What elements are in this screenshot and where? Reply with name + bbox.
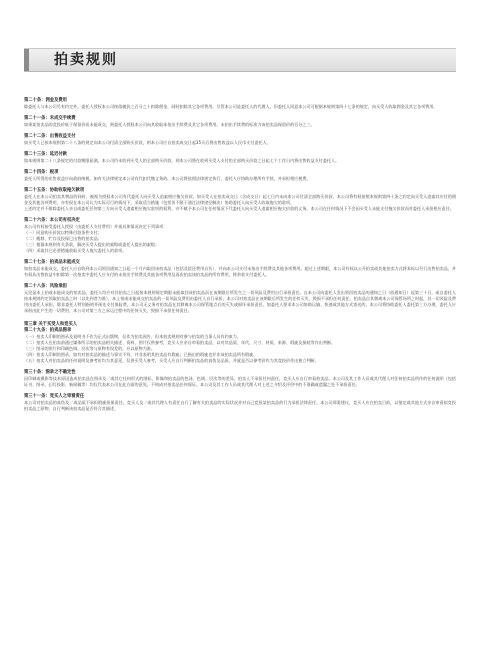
rule-body: （一）拍卖人印制的图录及说明书不作为正式出版物，仅作为拍卖预告，但本拍卖规则对参与拍卖的当事人具有约束力。 （二）拍卖人在拍卖前通过媒体所示的拍卖品相关描述、资料、图片仅供参考，竞买人应亲自审看拍卖品，以对其品质、年代、尺寸、材质、来源、瑕疵及损耗等作出判断。 （三）图录的图片和印刷色调、层次等与原物有误差的，应以原物为准。 （四）拍卖人印制的图录，如有对拍卖品的描述与事实不符，并非表明其拍卖品有瑕疵；已指出的瑕疵也并非该拍卖品所有瑕疵。 （五）拍卖人对拍卖品的任何说明及参考价均为其意见，仅供买受人参考，买受人应自行判断拍卖品的真伪及品质，并就是否以参考价作为其竞投价作出独立判断。 [24,334,336,363]
chapter-section [24,322,456,364]
rule-heading: 第二十七条：拍卖品未能成交 [24,260,80,265]
rule-body: 除委托人与本公司另有约定外，委托人授权本公司按落槌价之百分之十扣除佣金，同时扣除其它各项费用。尽管本公司是委托人的代理人，但委托人同意本公司可根据本规则第四十七条的规定，向买受人收取佣金及其它各项费用。 [24,104,438,109]
rule-heading: 第二十五条：协助收取拖欠款项 [24,188,85,193]
rule-section [24,370,456,388]
rule-section [24,116,456,128]
rule-section [24,170,456,182]
rule-heading: 第二十条：佣金及费用 [24,98,67,103]
page-title: 拍卖规则 [54,52,118,68]
rule-heading: 第二十九条：拍卖品图录 [24,328,72,333]
rule-body: 委托人在本公司拍卖其物品的同时，被视为授权本公司有代委托人向买受人追索相应拖欠价款。如买受人在拍卖成交日（含成交日）起七日内未向本公司付清全部购买价款，本公司将有权按照本规则第四十条之约定向买受人追索其应付的佣金及其他各项费用，亦有权在本公司认为实际可行的情况下，采取适当措施（包括但不限于通过法律途径解决）协助委托人向买受人收取拖欠的款项。 上述约定并不排除委托人亲自或委托任何第三方向买受人追索相应拖欠款项的权利，亦不赋予本公司在任何情况下代委托人向买受人追索相应拖欠价款的义务。本公司在任何情况下不会因买受人未能支付拖欠价款而对委托人承担相应责任。 [24,194,456,211]
rule-body: 本公司对拍卖品的真伪及／或品质不承担瑕疵担保责任。竞买人及／或其代理人有责任自行了解有关拍卖品的实际状况并对自己竞投某拍卖品的行为承担法律责任。本公司郑重建议，竞买人应在拍卖日前，以鉴定或其他方式亲自审看拟竞投拍卖品之原物，自行判断该拍卖品是否符合其描述。 [24,400,456,411]
rule-heading: 第二十四条：税项 [24,170,59,175]
rule-body: 无论是本上拍或未能成交的拍卖品，委托人均应对其拍卖之日起按本规则规定期限未能取回该拍卖品而在该期限后所发生之一切风险及费用自行承担责任。自本公司向委托人发出领回拍卖品的通知之日（依通知日）起第三十日，或自委托人按本规则约定领取拍卖品之时（以先到者为准），本上拍或未能成交拍卖品的一切风险及费用由委托人自行承担，本公司对拍卖品在该期限后所发生的任何灭失、毁损不承担任何责任。拍卖品自其移离本公司保管场所之时起，其一切风险及费用由委托人承担。除非委托人特别指明并预先支付保险费，本公司无义务对拍卖品在其移离本公司保管地点后的灭失或损坏承担责任。如委托人要求本公司协助运输、快递或其他方式寄送的，本公司将协助委托人委托第三方办理，委托人应承担由此产生的一切费用，本公司对第三方之承运过程中的任何灭失、毁损不承担任何责任。 [24,290,456,313]
chapter-title: 第三章 关于买受人和竞买人 [24,322,78,327]
rule-body: 委托人所得的出售收益应向政府纳税。如有关法律规定本公司有代扣代缴义务的，本公司将依照法律规定执行，委托人应协助办理所有手续，并承担相应税费。 [24,176,311,181]
rule-section [24,394,456,412]
rule-section [24,134,456,146]
rule-section [24,218,456,254]
rule-body: 本公司有权接受委托人授权（由委托人支付费用）并视具体情况决定下列事项： （一）同意购买价款以特殊付款条件支付； （二）搬移、贮存及投保已出售的拍卖品； （三）根据本规则有关条款，解决买受人提出的索赔或委托人提出的索赔； （四）采取其它必要措施收取买受人拖欠委托人的款项。 [24,224,168,253]
rule-body: 因印刷或摄影等技术原因造成拍卖品在图录及／或其它任何形式的图标、影像和拍卖品的色泽、色调、层次等的差异，拍卖人不承担任何责任，竞买人应自行审看拍卖品。本公司及其工作人员或其代理人对任何拍卖品所作的任何说明（包括证书、图录、幻灯投影、新闻稿等）均仅代表本公司在此方面的意见，不构成对拍卖品任何保证。本公司及其工作人员或其代理人对上述之介绍及评价中的不准确或遗漏之处不承担责任。 [24,376,456,387]
rules-content [24,98,456,418]
rule-heading: 第二十八条：风险承担 [24,284,67,289]
rule-section [24,98,456,110]
title-accent [24,49,29,71]
rule-section [24,260,456,278]
rule-section [24,284,456,314]
rule-heading: 第二十三条：延迟付款 [24,152,67,157]
rule-heading: 第二十二条：出售收益支付 [24,134,76,139]
rule-body: 如果某拍卖品的竞投价低于保留价而未能成交，则委托人授权本公司向其收取本拍出手续费及其它各项费用。未拍出手续费的标准为该拍卖品保留价的百分之三。 [24,122,315,127]
rule-heading: 第三十一条：竞买人之审看责任 [24,394,85,399]
rule-section [24,188,456,212]
rule-body: 如买受人已按本规则第二十八条的规定向本公司付清全部购买价款，则本公司应自拍卖成交日起35天后将出售收益以人民币支付委托人。 [24,140,271,145]
title-bar [24,48,456,72]
rule-heading: 第二十六条：本公司有权决定 [24,218,80,223]
rule-body: 如拍卖品未能成交，委托人应自收到本公司领回通知之日起一个月内取回该拍卖品（包括及偿还费用自负），并向本公司支付未拍出手续费及其他各项费用。超过上述期限，本公司有权以公开拍卖或其他拍卖方式将本标以另行出售拍卖品，并有权从出售收益中扣除第一次拍卖中委托人应支付的未拍出手续费及其他各项费用及再次拍卖该拍卖品的所有费用，将余款支付委托人。 [24,266,456,277]
rule-body: 如本规则第二十八条规定的付款期限届满，本公司仍未收到买受人的全部购买价款，则本公司将在收到买受人支付的全部购买价款之日起七个工作日内将出售收益支付委托人。 [24,158,340,163]
rule-heading: 第二十一条：未成交手续费 [24,116,76,121]
rule-section [24,152,456,164]
rule-heading: 第三十条：图录之不确定性 [24,370,76,375]
